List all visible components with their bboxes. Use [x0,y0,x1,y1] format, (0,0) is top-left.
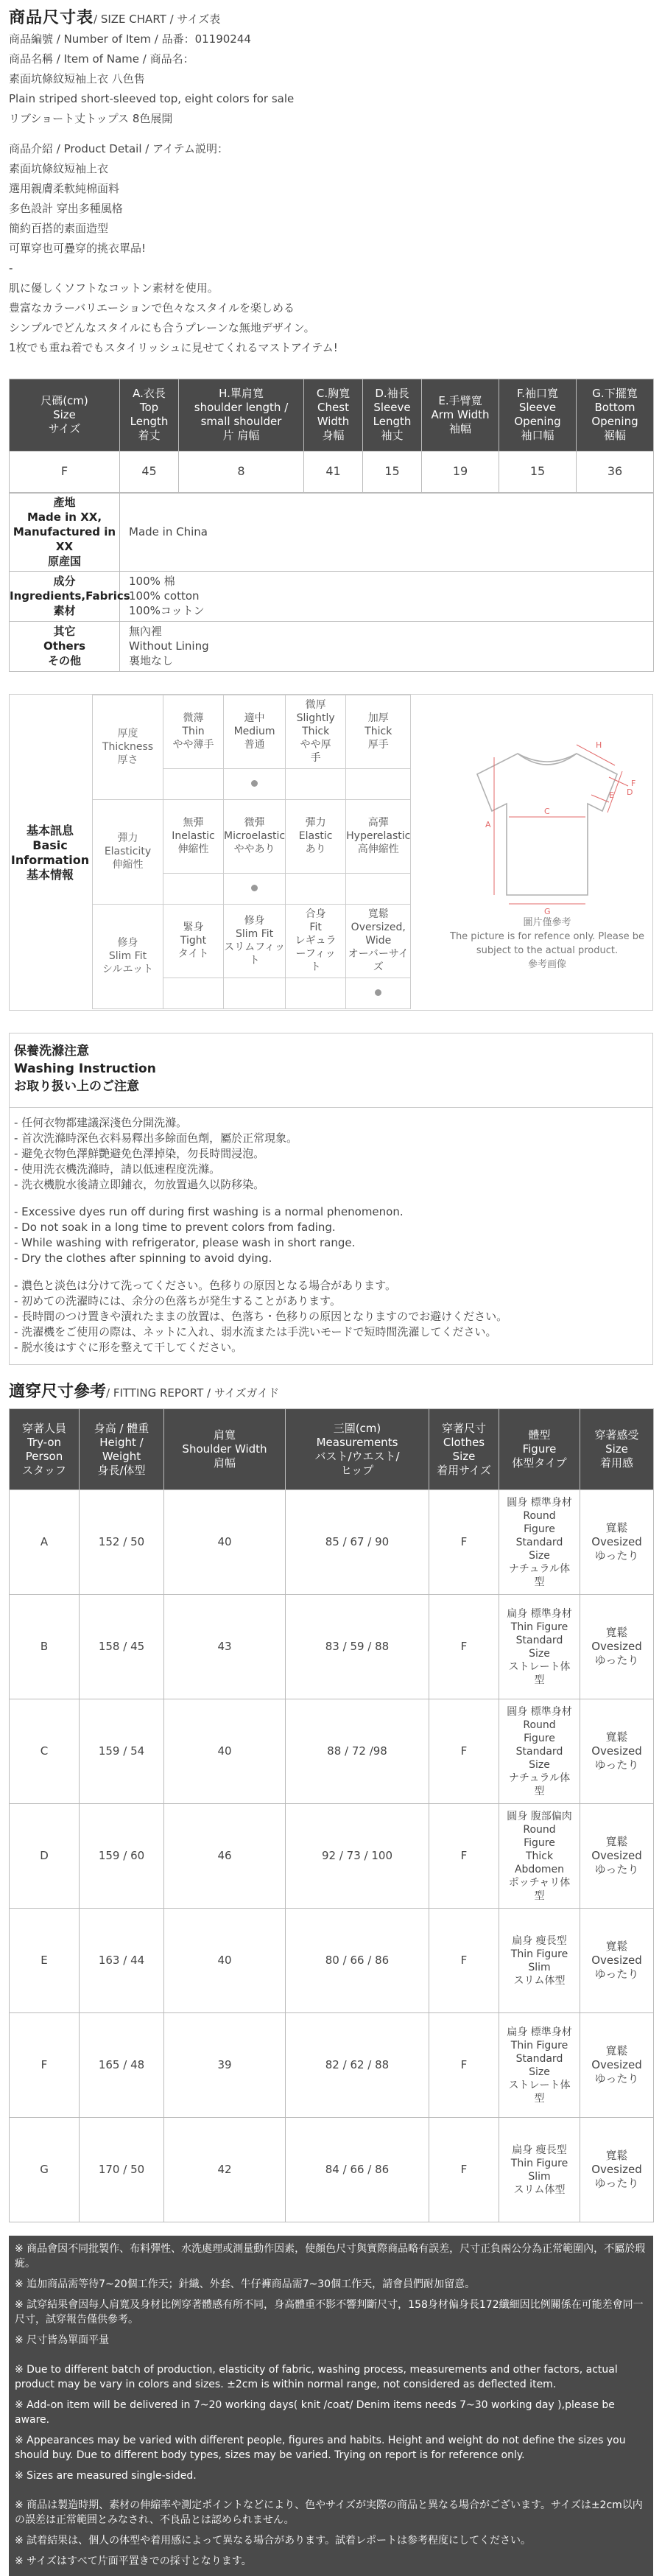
detail-label: 產地 Made in XX, Manufactured in XX 原産国 [10,493,120,571]
fitting-cell: 152 / 50 [80,1490,164,1595]
table-row [10,1595,654,1699]
fitting-cell: 40 [164,1699,286,1804]
fitting-column-header: 肩寬 Shoulder Width 肩幅 [164,1409,286,1490]
size-cell: 41 [304,451,363,492]
fitting-cell: F [10,2013,80,2118]
fitting-cell: 寬鬆 Ovesized ゆったり [580,2118,654,2222]
item-info-line: リブショート丈トップス 8色展開 [9,111,173,125]
attribute-key: 厚度 Thickness 厚さ [93,695,163,799]
product-detail-line: 肌に優しくソフトなコットン素材を使用。 [9,281,219,295]
size-cell: 19 [422,451,499,492]
size-cell: F [10,451,120,492]
fitting-cell: 43 [164,1595,286,1699]
spacer [15,2489,647,2498]
notes-panel [9,2236,653,2576]
attribute-option: 緊身 Tight タイト [163,904,224,978]
product-detail-line: - [9,261,13,275]
washing-line: - 避免衣物色澤鮮艷避免色澤掉染，勿長時間浸泡。 [14,1146,265,1160]
selected-dot [251,885,258,891]
detail-label: 其它 Others その他 [10,621,120,671]
fitting-cell: 80 / 66 / 86 [286,1909,429,2013]
product-detail-line: 選用親膚柔軟純棉面料 [9,181,120,195]
fitting-cell: 170 / 50 [80,2118,164,2222]
size-cell: 15 [363,451,422,492]
table-row [10,2118,654,2222]
attribute-row [93,695,411,768]
fitting-cell: F [429,2013,499,2118]
washing-line: - 任何衣物都建議深淺色分開洗滌。 [14,1115,188,1129]
washing-line: - While washing with refrigerator, please wash in short range. [14,1235,356,1249]
fitting-cell: 88 / 72 /98 [286,1699,429,1804]
fitting-column-header: 穿著感受 Size 着用感 [580,1409,654,1490]
fitting-table-header [10,1409,654,1490]
size-column-header: C.胸寬 Chest Width 身幅 [304,379,363,451]
fitting-cell: F [429,1909,499,2013]
size-cell: 36 [577,451,654,492]
item-info [9,29,653,129]
table-row [10,1699,654,1804]
attribute-row [93,799,411,873]
note-line: ※ 尺寸皆為單面平量 [15,2334,110,2347]
fitting-cell: F [429,2118,499,2222]
fitting-cell: 寬鬆 Ovesized ゆったり [580,1804,654,1909]
fitting-column-header: 三圍(cm) Measurements バスト/ウエスト/ ヒップ [286,1409,429,1490]
note-line: ※ 試着結果は、個人の体型や着用感によって異なる場合があります。試着レポートは参考程度にしてください。 [15,2535,532,2547]
spacer [14,1193,648,1204]
item-info-line: 素面坑條紋短袖上衣 八色售 [9,71,145,85]
attribute-grid [92,695,411,1009]
attribute-option: 微厚 Slightly Thick やや厚 手 [286,695,346,768]
fitting-column-header: 身高 / 體重 Height / Weight 身長/体型 [80,1409,164,1490]
table-row [10,1909,654,2013]
fitting-cell: F [429,1804,499,1909]
tshirt-diagram [451,724,643,923]
size-column-header: E.手臂寬 Arm Width 袖幅 [422,379,499,451]
table-row [10,1804,654,1909]
attribute-option: 無彈 Inelastic 伸縮性 [163,799,224,873]
product-detail-line: 多色設計 穿出多種風格 [9,201,123,215]
size-column-header: A.衣長 Top Length 着丈 [120,379,179,451]
fitting-cell: 扁身 標準身材 Thin Figure Standard Size ストレート体 型 [499,1595,580,1699]
attribute-dot-cell [346,768,411,799]
fitting-cell: 165 / 48 [80,2013,164,2118]
note-line: ※ サイズはすべて片面平置きでの採寸となります。 [15,2555,252,2568]
size-cell: 15 [499,451,577,492]
note-line: ※ Sizes are measured single-sided. [15,2470,197,2482]
measure-line-e [591,795,609,802]
fitting-cell: 圓身 腹部偏肉 Round Figure Thick Abdomen ポッチャリ体 型 [499,1804,580,1909]
size-cell: 8 [179,451,304,492]
washing-title [10,1033,652,1108]
spacer [15,2354,647,2362]
table-row [10,451,654,492]
fitting-cell: 84 / 66 / 86 [286,2118,429,2222]
attribute-dot-cell [224,873,286,904]
detail-value: Made in China [120,493,654,571]
basic-information [9,694,653,1011]
attribute-dot-cell [346,978,411,1008]
attribute-dot-cell [163,768,224,799]
fitting-cell: 85 / 67 / 90 [286,1490,429,1595]
note-line: ※ Appearances may be varied with different people, figures and habits. Height and weight do not define the sizes you should buy. Due to different body types, sizes may be varied. Trying on report is for reference only. [15,2435,626,2462]
fitting-cell: D [10,1804,80,1909]
table-row [10,1490,654,1595]
attribute-option: 適中 Medium 普通 [224,695,286,768]
item-info-line: 商品名稱 / Item of Name / 商品名： [9,52,194,66]
fitting-cell: 40 [164,1909,286,2013]
diagram-label: A [485,819,491,829]
washing-line: - Excessive dyes run off during first washing is a normal phenomenon. [14,1204,404,1218]
washing-line: - 洗衣機脫水後請立即鋪衣，勿放置過久以防移染。 [14,1177,265,1191]
fitting-cell: 159 / 60 [80,1804,164,1909]
attribute-option: 合身 Fit レギュラ ーフィッ ト [286,904,346,978]
fitting-cell: 圓身 標準身材 Round Figure Standard Size ナチュラル体 型 [499,1699,580,1804]
fitting-cell: 39 [164,2013,286,2118]
fitting-cell: 83 / 59 / 88 [286,1595,429,1699]
fitting-column-header: 體型 Figure 体型タイプ [499,1409,580,1490]
fitting-cell: 寬鬆 Ovesized ゆったり [580,1490,654,1595]
fitting-cell: 扁身 標準身材 Thin Figure Standard Size ストレート体 型 [499,2013,580,2118]
attribute-key: 彈力 Elasticity 伸縮性 [93,799,163,904]
fitting-subtitle: / FITTING REPORT / サイズガイド [106,1386,280,1400]
fitting-cell: G [10,2118,80,2222]
fitting-cell: 82 / 62 / 88 [286,2013,429,2118]
fitting-cell: B [10,1595,80,1699]
size-table [9,379,654,493]
product-detail-line: 豊富なカラーバリエーションで色々なスタイルを楽しめる [9,301,295,315]
diagram-label: G [544,906,551,916]
fitting-cell: 圓身 標準身材 Round Figure Standard Size ナチュラル体 型 [499,1490,580,1595]
attribute-dot-cell [286,978,346,1008]
washing-line: - Do not soak in a long time to prevent colors from fading. [14,1220,336,1234]
attribute-dot-cell [346,873,411,904]
size-table-header [10,379,654,451]
detail-value: 無內裡 Without Lining 裏地なし [120,621,654,671]
table-row [10,621,654,671]
detail-label: 成分 Ingredients,Fabrics 素材 [10,571,120,621]
fitting-cell: 40 [164,1490,286,1595]
fitting-column-header: 穿著人員 Try-on Person スタッフ [10,1409,80,1490]
table-row [10,493,654,571]
basic-info-label: 基本訊息 Basic Information 基本情報 [10,823,90,882]
fitting-cell: 42 [164,2118,286,2222]
size-chart-header [9,0,653,358]
fitting-cell: 寬鬆 Ovesized ゆったり [580,1909,654,2013]
fitting-cell: 寬鬆 Ovesized ゆったり [580,2013,654,2118]
fitting-cell: 92 / 73 / 100 [286,1804,429,1909]
fitting-cell: 寬鬆 Ovesized ゆったり [580,1595,654,1699]
diagram-label: H [596,740,602,750]
washing-line: - 使用洗衣機洗滌時，請以低速程度洗滌。 [14,1162,221,1176]
fitting-cell: A [10,1490,80,1595]
diagram-label: D [627,787,633,797]
page-title [9,7,653,29]
product-detail-line: 1枚でも重ね着でもスタイリッシュに見せてくれるマストアイテム! [9,340,338,354]
washing-line: - 脱水後はすぐに形を整えて干してください。 [14,1340,243,1354]
item-info-line: Plain striped short-sleeved top, eight colors for sale [9,91,295,105]
product-detail-line: 素面坑條紋短袖上衣 [9,161,109,175]
product-detail-line: 簡約百搭的素面造型 [9,221,109,235]
note-line: ※ 商品は製造時期、素材の伸縮率や測定ポイントなどにより、色やサイズが実際の商品と異なる場合がございます。サイズは±2cm以内の誤差は正常範囲とみなされ、不良品とは認められません。 [15,2499,643,2527]
detail-table [9,493,654,672]
attribute-dot-cell [163,873,224,904]
fitting-cell: 扁身 瘦長型 Thin Figure Slim スリム体型 [499,2118,580,2222]
washing-line: - Dry the clothes after spinning to avoid dying. [14,1251,272,1265]
attribute-option: 微薄 Thin やや薄手 [163,695,224,768]
diagram-label: C [544,806,550,816]
fitting-table [9,1408,654,2222]
attribute-dot-cell [286,768,346,799]
washing-line: - 濃色と淡色は分けて洗ってください。色移りの原因となる場合があります。 [14,1278,396,1292]
tshirt-outline [477,754,617,895]
attribute-option: 微彈 Microelastic ややあり [224,799,286,873]
note-line: ※ Due to different batch of production, elasticity of fabric, washing process, measurements and other factors, actual product may be vary in colors and sizes. ±2cm is within normal range, not considered as deflected item. [15,2364,618,2391]
size-cell: 45 [120,451,179,492]
washing-line: - 首次洗滌時深色衣料易釋出多餘面色劑，屬於正常現象。 [14,1131,298,1145]
note-line: ※ 商品會因不同批製作、布料彈性、水洗處理或測量動作因素，使顏色尺寸與實際商品略有誤差，尺寸正負兩公分為正常範圍內，不屬於瑕疵。 [15,2243,646,2270]
size-column-header: F.袖口寬 Sleeve Opening 袖口幅 [499,379,577,451]
size-column-header: D.袖長 Sleeve Length 袖丈 [363,379,422,451]
attribute-dot-cell [163,978,224,1008]
attribute-option: 寬鬆 Oversized, Wide オーバーサイ ズ [346,904,411,978]
size-column-header: H.單肩寬 shoulder length / small shoulder 片 肩幅 [179,379,304,451]
size-column-header: G.下擺寬 Bottom Opening 裾幅 [577,379,654,451]
selected-dot [375,989,381,996]
diagram-label: F [631,778,636,788]
spacer [14,1266,648,1278]
note-line: ※ 試穿結果會因每人肩寬及身材比例穿著體感有所不同，身高體重不影不響判斷尺寸，158身材偏身長172纖細因比例關係在可能差會同一尺寸，試穿報告僅供參考。 [15,2299,644,2326]
size-column-header: 尺碼(cm) Size サイズ [10,379,120,451]
fitting-cell: 158 / 45 [80,1595,164,1699]
fitting-cell: E [10,1909,80,2013]
fitting-title [9,1381,653,1403]
attribute-option: 加厚 Thick 厚手 [346,695,411,768]
attribute-key: 修身 Slim Fit シルエット [93,904,163,1008]
fitting-table-body [10,1490,654,2222]
product-detail [9,139,653,358]
washing-title-line: 保養洗滌注意 [14,1043,89,1059]
detail-value: 100% 棉 100% cotton 100%コットン [120,571,654,621]
product-detail-line: シンプルでどんなスタイルにも合うプレーンな無地デザイン。 [9,320,315,334]
fitting-cell: 46 [164,1804,286,1909]
note-line: ※ Add-on item will be delivered in 7~20 working days( knit /coat/ Denim items needs 7~30 working day ),please be aware. [15,2399,615,2426]
fitting-cell: 扁身 瘦長型 Thin Figure Slim スリム体型 [499,1909,580,2013]
attribute-option: 修身 Slim Fit スリムフィッ ト [224,904,286,978]
attribute-row [93,904,411,978]
item-info-line: 商品編號 / Number of Item / 品番：01190244 [9,32,251,46]
attribute-dot-cell [224,978,286,1008]
title-text: 商品尺寸表 [9,9,94,27]
fitting-column-header: 穿著尺寸 Clothes Size 着用サイズ [429,1409,499,1490]
fitting-cell: F [429,1595,499,1699]
washing-body [10,1108,652,1364]
fitting-cell: F [429,1699,499,1804]
attribute-dot-cell [286,873,346,904]
attribute-option: 彈力 Elastic あり [286,799,346,873]
washing-title-line: お取り扱い上のご注意 [14,1078,139,1094]
product-detail-line: 商品介紹 / Product Detail / アイテム説明： [9,141,228,155]
washing-line: - 長時間のつけ置きや漬れたままの放置は、色落ち・色移りの原因となりますのでお避けください。 [14,1309,508,1323]
product-detail-line: 可單穿也可疊穿的挑衣單品! [9,241,147,255]
note-line: ※ 追加商品需等待7~20個工作天；針織、外套、牛仔褲商品需7~30個工作天，請會員們耐加留意。 [15,2278,476,2291]
diagram-caption: 圖片僅參考 The picture is for refence only. Please be subject to the actual product. 參考画像 [450,916,644,970]
fitting-title-text: 適穿尺寸參考 [9,1382,107,1401]
detail-table-body [10,493,654,671]
fitting-cell: 159 / 54 [80,1699,164,1804]
fitting-cell: C [10,1699,80,1804]
washing-line: - 初めての洗濯時には、余分の色落ちが発生することがあります。 [14,1294,341,1308]
fitting-cell: 寬鬆 Ovesized ゆったり [580,1699,654,1804]
fitting-cell: F [429,1490,499,1595]
table-row [10,2013,654,2118]
spacer [9,129,653,139]
title-subtitle: / SIZE CHART / サイズ表 [94,13,221,26]
table-row [10,571,654,621]
selected-dot [251,780,258,787]
fitting-cell: 163 / 44 [80,1909,164,2013]
size-table-body [10,451,654,492]
attribute-option: 高彈 Hyperelastic 高伸縮性 [346,799,411,873]
washing-title-line: Washing Instruction [14,1061,156,1076]
attribute-dot-cell [224,768,286,799]
washing-instruction [9,1033,653,1365]
diagram-label: E [609,790,614,800]
washing-line: - 洗濯機をご使用の際は、ネットに入れ、弱水流または手洗いモードで短時間洗濯してください。 [14,1324,497,1338]
